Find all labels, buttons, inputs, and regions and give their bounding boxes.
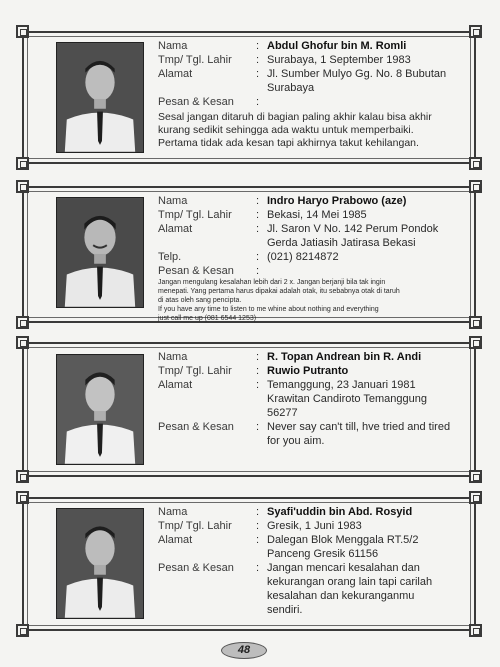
portrait-photo (56, 354, 144, 465)
frame-corner (469, 180, 482, 193)
frame-corner (469, 25, 482, 38)
field-label: Nama (158, 351, 188, 363)
frame-corner (16, 470, 29, 483)
frame-corner (469, 624, 482, 637)
field-value: Syafi'uddin bin Abd. Rosyid (267, 506, 413, 518)
frame-corner (469, 316, 482, 329)
pesan-line: kesalahan dan kekuranganmu (267, 590, 415, 602)
frame-corner (16, 25, 29, 38)
field-value: Panceng Gresik 61156 (267, 548, 379, 560)
pesan-line: Never say can't till, hve tried and tired (267, 421, 451, 433)
pesan-text (158, 278, 400, 323)
profile-card-4: Nama : Syafi'uddin bin Abd. Rosyid Tmp/ Tgl. Lahir : Gresik, 1 Juni 1983 Alamat : Dalegan Blok Menggala RT.5/2 Panceng Gresik 61156 Pesan & Kesan : Jangan mencari kesalahan dan kekurangan orang lain tapi carilah kesalahan dan kekuranganmu sendiri. (22, 497, 476, 631)
frame-corner (16, 180, 29, 193)
field-value: Abdul Ghofur bin M. Romli (267, 40, 407, 52)
field-label: Alamat (158, 68, 193, 80)
profile-card-3: Nama : R. Topan Andrean bin R. Andi Tmp/ Tgl. Lahir : Ruwio Putranto Alamat : Temanggung, 23 Januari 1981 Krawitan Candiroto Temanggung 56277 Pesan & Kesan : Never say can't till, hve tried and tired for you aim. (22, 342, 476, 477)
field-value: Indro Haryo Prabowo (aze) (267, 195, 407, 207)
field-value: R. Topan Andrean bin R. Andi (267, 351, 422, 363)
frame-corner (16, 491, 29, 504)
field-value: Bekasi, 14 Mei 1985 (267, 209, 367, 221)
pesan-line: Jangan mencari kesalahan dan (267, 562, 420, 574)
frame-corner (16, 624, 29, 637)
field-value: (021) 8214872 (267, 251, 339, 263)
pesan-line: If you have any time to listen to me whine about nothing and everything (158, 306, 379, 313)
field-value: Dalegan Blok Menggala RT.5/2 (267, 534, 419, 546)
field-value: Ruwio Putranto (267, 365, 349, 377)
field-value: Jl. Sumber Mulyo Gg. No. 8 Bubutan (267, 68, 447, 80)
frame-corner (469, 157, 482, 170)
frame-corner (16, 316, 29, 329)
frame-corner (16, 336, 29, 349)
field-label: Pesan & Kesan (158, 265, 234, 277)
pesan-line: kekurangan orang lain tapi carilah (267, 576, 433, 588)
pesan-line: Sesal jangan ditaruh di bagian paling akhir kalau bisa akhir (158, 111, 432, 123)
pesan-line: Pertama tidak ada kesan tapi akhirnya takut kehilangan. (158, 137, 419, 149)
pesan-line: for you aim. (267, 435, 325, 447)
field-value: Temanggung, 23 Januari 1981 (267, 379, 416, 391)
frame-corner (469, 491, 482, 504)
field-label: Tmp/ Tgl. Lahir (158, 209, 232, 221)
field-label: Nama (158, 40, 188, 52)
field-value: 56277 (267, 407, 298, 419)
pesan-line: sendiri. (267, 604, 303, 616)
field-label: Alamat (158, 534, 193, 546)
profile-card-1: Nama : Abdul Ghofur bin M. Romli Tmp/ Tgl. Lahir : Surabaya, 1 September 1983 Alamat : Jl. Sumber Mulyo Gg. No. 8 Bubutan Surabaya Pesan & Kesan : Sesal jangan ditaruh di bagian paling akhir kalau bisa akhir kurang sedikit sehingga ada waktu untuk memperbaiki. Pertama tidak ada kesan tapi akhirnya takut kehilangan. (22, 31, 476, 164)
frame-corner (16, 157, 29, 170)
portrait-photo (56, 197, 144, 308)
portrait-photo (56, 42, 144, 153)
field-value: Surabaya (267, 82, 315, 94)
field-value: Gresik, 1 Juni 1983 (267, 520, 362, 532)
field-label: Tmp/ Tgl. Lahir (158, 365, 232, 377)
field-label: Pesan & Kesan (158, 96, 234, 108)
field-label: Alamat (158, 379, 193, 391)
pesan-line: menepati. Yang pertama harus dipakai adalah otak, itu sebabnya otak di taruh (158, 288, 400, 295)
pesan-line: Jangan mengulang kesalahan lebih dari 2 x. Jangan berjanji bila tak ingin (158, 279, 386, 286)
field-label: Nama (158, 195, 188, 207)
pesan-line: just call me up (081 6544 1253) (158, 315, 257, 322)
frame-corner (469, 470, 482, 483)
field-label: Tmp/ Tgl. Lahir (158, 520, 232, 532)
profile-card-2: Nama : Indro Haryo Prabowo (aze) Tmp/ Tgl. Lahir : Bekasi, 14 Mei 1985 Alamat : Jl. Saron V No. 142 Perum Pondok Gerda Jatiasih Jatirasa Bekasi Telp. : (021) 8214872 Pesan & Kesan : Jangan mengulang kesalahan lebih dari 2 x. Jangan berjanji bila tak ingin menepati. Yang pertama harus dipakai adalah otak, itu sebabnya otak di taruh di atas oleh sang pencipta. If you have any time to listen to me whine about nothing and everything just call me up (081 6544 1253) (22, 186, 476, 323)
field-label: Telp. (158, 251, 182, 263)
pesan-line: di atas oleh sang pencipta. (158, 297, 242, 304)
pesan-line: kurang sedikit sehingga ada waktu untuk memperbaiki. (158, 124, 414, 136)
portrait-photo (56, 508, 144, 619)
field-label: Tmp/ Tgl. Lahir (158, 54, 232, 66)
field-label: Pesan & Kesan (158, 562, 234, 574)
pesan-text (158, 111, 432, 150)
field-label: Nama (158, 506, 188, 518)
field-label: Alamat (158, 223, 193, 235)
frame-corner (469, 336, 482, 349)
field-value: Gerda Jatiasih Jatirasa Bekasi (267, 237, 416, 249)
field-value: Surabaya, 1 September 1983 (267, 54, 411, 66)
field-value: Jl. Saron V No. 142 Perum Pondok (267, 223, 439, 235)
field-label: Pesan & Kesan (158, 421, 234, 433)
page-number: 48 (221, 642, 267, 659)
field-value: Krawitan Candiroto Temanggung (267, 393, 428, 405)
